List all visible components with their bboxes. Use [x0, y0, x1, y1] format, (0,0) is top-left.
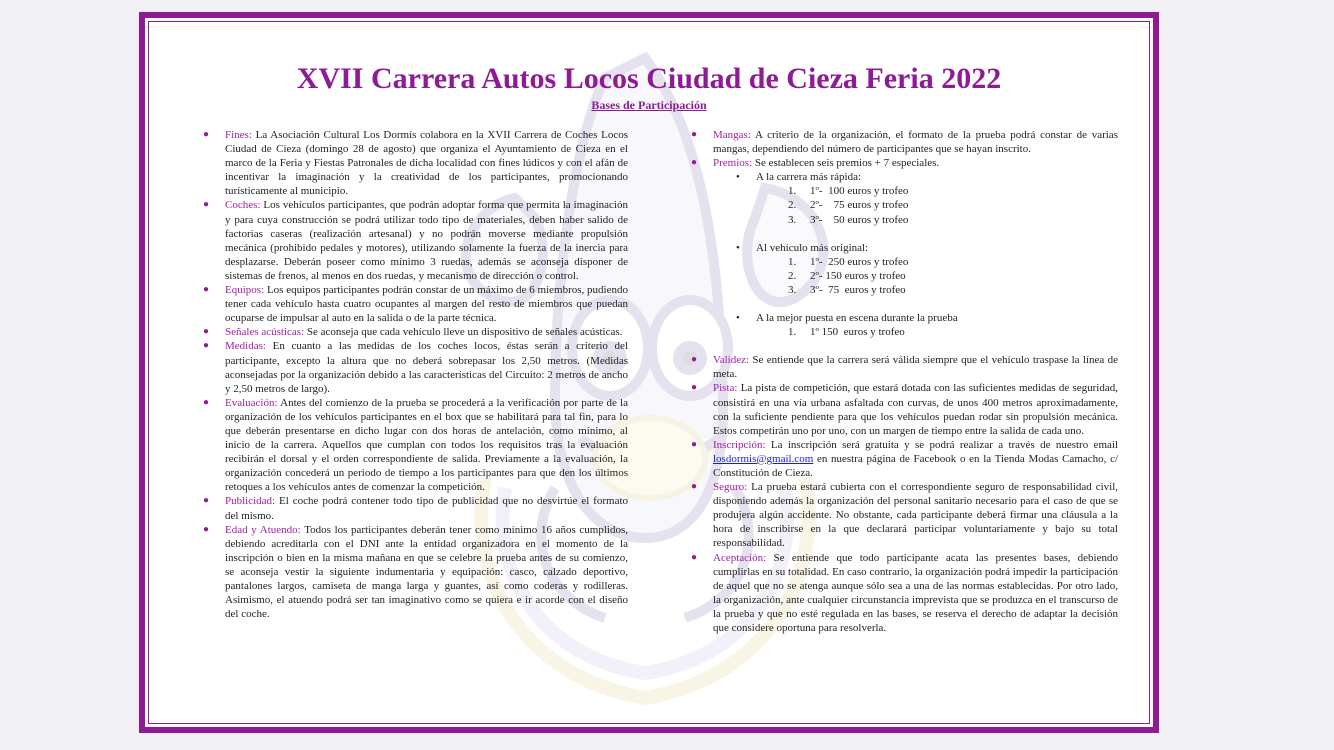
- category-label: Al vehículo más original:: [756, 241, 869, 254]
- section-seguro: [691, 480, 1119, 550]
- bullet-icon: ●: [203, 495, 210, 507]
- bullet-icon: ●: [203, 284, 210, 296]
- section-equipos: [203, 283, 629, 325]
- prize-text: 3º- 50 euros y trofeo: [810, 213, 909, 226]
- prize-item: [788, 184, 1118, 198]
- prize-category-name: [736, 311, 1118, 325]
- bullet-icon: ●: [203, 523, 210, 535]
- prize-number: 2.: [788, 269, 797, 282]
- section-label: Fines:: [225, 129, 252, 141]
- section-text: La pista de competición, que estará dotada con las suficientes medidas de seguridad, consistirá en una vía urbana asfaltada con curvas, de unos 400 metros aproximadamente, con la suficiente pendiente para que los vehículos puedan rodar sin propulsión mecánica. Estos competirán uno por uno, con un margen de tiempo entre la salida de cada uno.: [713, 382, 1119, 437]
- document-subtitle: Bases de Participación: [591, 98, 707, 112]
- section-text: La inscripción será gratuita y se podrá realizar a través de nuestro email: [770, 438, 1118, 451]
- document-title: XVII Carrera Autos Locos Ciudad de Cieza Feria 2022: [296, 62, 1002, 95]
- section-text: Se entiende que la carrera será válida siempre que el vehículo traspase la línea de meta.: [713, 354, 1119, 381]
- prize-item: [788, 325, 1118, 339]
- section-label: Aceptación:: [713, 551, 767, 564]
- prize-text: 1º- 250 euros y trofeo: [810, 255, 909, 268]
- bullet-icon: •: [736, 241, 740, 254]
- section-label: Edad y Atuendo:: [225, 523, 301, 536]
- section-label: Coches:: [225, 199, 261, 212]
- document-sheet: [139, 12, 1159, 733]
- prize-number: 2.: [788, 199, 797, 212]
- section-premios: [691, 156, 1118, 170]
- bullet-icon: ●: [203, 199, 210, 211]
- prize-number: 1.: [788, 185, 797, 198]
- prize-category: [713, 170, 1118, 226]
- section-fines: [203, 128, 628, 198]
- prize-text: 1º- 100 euros y trofeo: [810, 185, 909, 198]
- prize-text: 1º 150 euros y trofeo: [810, 326, 905, 339]
- section-label: Publicidad:: [225, 495, 276, 508]
- prize-item: [788, 213, 1118, 227]
- section-label: Equipos:: [225, 284, 265, 297]
- section-label: Evaluación:: [225, 396, 278, 409]
- prize-item: [788, 269, 1118, 283]
- section-coches: [203, 198, 628, 283]
- section-text: en nuestra página de Facebook o en la Tienda Modas Camacho, c/ Constitución de Cieza.: [713, 452, 1119, 479]
- section-label: Señales acústicas:: [225, 326, 305, 339]
- section-text: La Asociación Cultural Los Dormís colabora en la XVII Carrera de Coches Locos Ciudad de Cieza (domingo 28 de agosto) que organiza el Ayuntamiento de Cieza en el marco de la Feria y Fiestas Patronales de dicha localidad con fines lúdicos y con el afán de incentivar la imaginación y la creatividad de los participantes, promocionando turísticamente al municipio.: [225, 129, 628, 198]
- section-senales: [203, 325, 628, 339]
- section-text: Se establecen seis premios + 7 especiales.: [754, 157, 940, 170]
- right-column: [691, 128, 1119, 635]
- section-text: Antes del comienzo de la prueba se procederá a la verificación por parte de la organización de los vehículos participantes en el box que se habilitará para tal fin, para lo que deberán presentarse en dicho lugar con dos horas de antelación, como mínimo, al inicio de la carrera. Aquellos que cumplan con todos los requisitos tras la evaluación recibirán el dorsal y el orden correspondiente de salida. Previamente a la evaluación, la organización concederá un periodo de tiempo a los participantes para que den los últimos retoques a los vehículos antes de comenzar la competición.: [225, 396, 628, 494]
- section-label: Medidas:: [225, 340, 266, 353]
- bullet-icon: ●: [691, 481, 698, 493]
- section-edad-atuendo: [203, 523, 628, 622]
- bullet-icon: ●: [691, 129, 698, 140]
- section-medidas: [203, 339, 628, 395]
- prize-category-name: [736, 241, 1118, 255]
- section-pista: [691, 381, 1119, 437]
- section-text: Todos los participantes deberán tener como mínimo 16 años cumplidos, debiendo acreditarla con el DNI ante la entidad organizadora en el momento de la inscripción o bien en la misma mañana en que se celebre la prueba antes de su comienzo, se aconseja vestir la siguiente indumentaria y equipación: casco, calzado deportivo, pantalones largos, camiseta de manga larga y guantes, así como coderas y rodilleras. Asimismo, el atuendo podrá ser tan imaginativo como se quiera e ir acorde con el diseño del coche.: [225, 523, 628, 621]
- prize-text: 2º- 150 euros y trofeo: [810, 269, 906, 282]
- prize-item: [788, 283, 1118, 297]
- category-label: A la carrera más rápida:: [756, 171, 862, 184]
- bullet-icon: ●: [203, 396, 210, 408]
- prize-number: 1.: [788, 255, 797, 268]
- section-text: Los equipos participantes podrán constar de un máximo de 6 miembros, pudiendo tener cada vehículo hasta cuatro ocupantes al margen del resto de miembros que puedan ocuparse de impulsar al auto en la salida o de la parte técnica.: [225, 284, 629, 325]
- section-mangas: [691, 128, 1118, 156]
- section-label: Pista:: [713, 382, 738, 395]
- prize-category: [713, 241, 1118, 297]
- bullet-icon: •: [736, 312, 740, 325]
- bullet-icon: •: [736, 171, 740, 184]
- section-publicidad: [203, 494, 629, 522]
- bullet-icon: ●: [203, 340, 210, 352]
- section-text: A criterio de la organización, el formato de la prueba podrá constar de varias mangas, dependiendo del número de participantes que se hayan inscrito.: [713, 129, 1118, 156]
- prize-number: 3.: [788, 213, 797, 226]
- section-label: Seguro:: [713, 481, 748, 494]
- section-aceptacion: [691, 551, 1118, 636]
- prize-number: 1.: [788, 326, 797, 339]
- section-label: Premios:: [713, 157, 753, 170]
- bullet-icon: ●: [691, 551, 698, 563]
- bullet-icon: ●: [691, 382, 698, 394]
- prize-category-name: [736, 170, 1118, 184]
- section-text: La prueba estará cubierta con el correspondiente seguro de responsabilidad civil, disponiendo además la organización del personal sanitario necesario para el caso de que se produjera algún accidente. No obstante, cada participante deberá firmar una cláusula a la hora de inscribirse en la que declarará participar voluntariamente y bajo su total responsabilidad.: [713, 481, 1119, 550]
- email-link[interactable]: losdormis@gmail.com: [713, 452, 814, 465]
- section-text: Se entiende que todo participante acata las presentes bases, debiendo cumplirlas en su totalidad. En caso contrario, la organización podrá impedir la participación de aquel que no se atenga aunque sólo sea a una de las normas establecidas. Por otro lado, la organización, ante cualquier circunstancia imprevista que se produzca en el transcurso de la prueba y que no esté regulada en las bases, se reserva el derecho de adaptar la decisión que considere oportuna para resolverla.: [713, 551, 1118, 634]
- prize-item: [788, 198, 1118, 212]
- section-text: Los vehículos participantes, que podrán adoptar forma que permita la imaginación y para cuya construcción se podrá utilizar todo tipo de materiales, deben haber salido de factorías caseras (realización artesanal) y no podrán moverse mediante propulsión mecánica (prohibido pedales y motores), utilizando solamente la fuerza de la inercia para desplazarse. Deberán poseer como mínimo 3 ruedas, además se aconseja disponer de sistemas de frenos, al menos en dos ruedas, y mecanismo de dirección o control.: [225, 199, 628, 282]
- prize-text: 2º- 75 euros y trofeo: [810, 199, 909, 212]
- section-inscripcion: [691, 438, 1119, 480]
- bullet-icon: ●: [691, 157, 698, 169]
- section-label: Mangas:: [713, 129, 751, 141]
- prize-category: [713, 311, 1118, 339]
- prize-item: [788, 255, 1118, 269]
- left-column: [203, 128, 629, 621]
- section-evaluacion: [203, 396, 628, 495]
- section-label: Validez:: [713, 354, 750, 367]
- section-text: Se aconseja que cada vehículo lleve un dispositivo de señales acústicas.: [306, 326, 623, 339]
- section-text: En cuanto a las medidas de los coches locos, éstas serán a criterio del participante, excepto la altura que no deberá sobrepasar los 2,50 metros. (Medidas aconsejadas por la organización debido a las características del Circuito: 2 metros de ancho y 2,50 metros de largo).: [225, 340, 628, 395]
- bullet-icon: ●: [203, 326, 210, 338]
- section-validez: [691, 353, 1119, 381]
- bullet-icon: ●: [691, 438, 698, 450]
- bullet-icon: ●: [203, 129, 210, 140]
- bullet-icon: ●: [691, 354, 698, 366]
- section-label: Inscripción:: [713, 438, 766, 451]
- prize-number: 3.: [788, 283, 797, 296]
- category-label: A la mejor puesta en escena durante la prueba: [756, 312, 958, 325]
- prize-text: 3º- 75 euros y trofeo: [810, 283, 906, 296]
- section-text: El coche podrá contener todo tipo de publicidad que no desvirtúe el formato del mismo.: [225, 495, 629, 522]
